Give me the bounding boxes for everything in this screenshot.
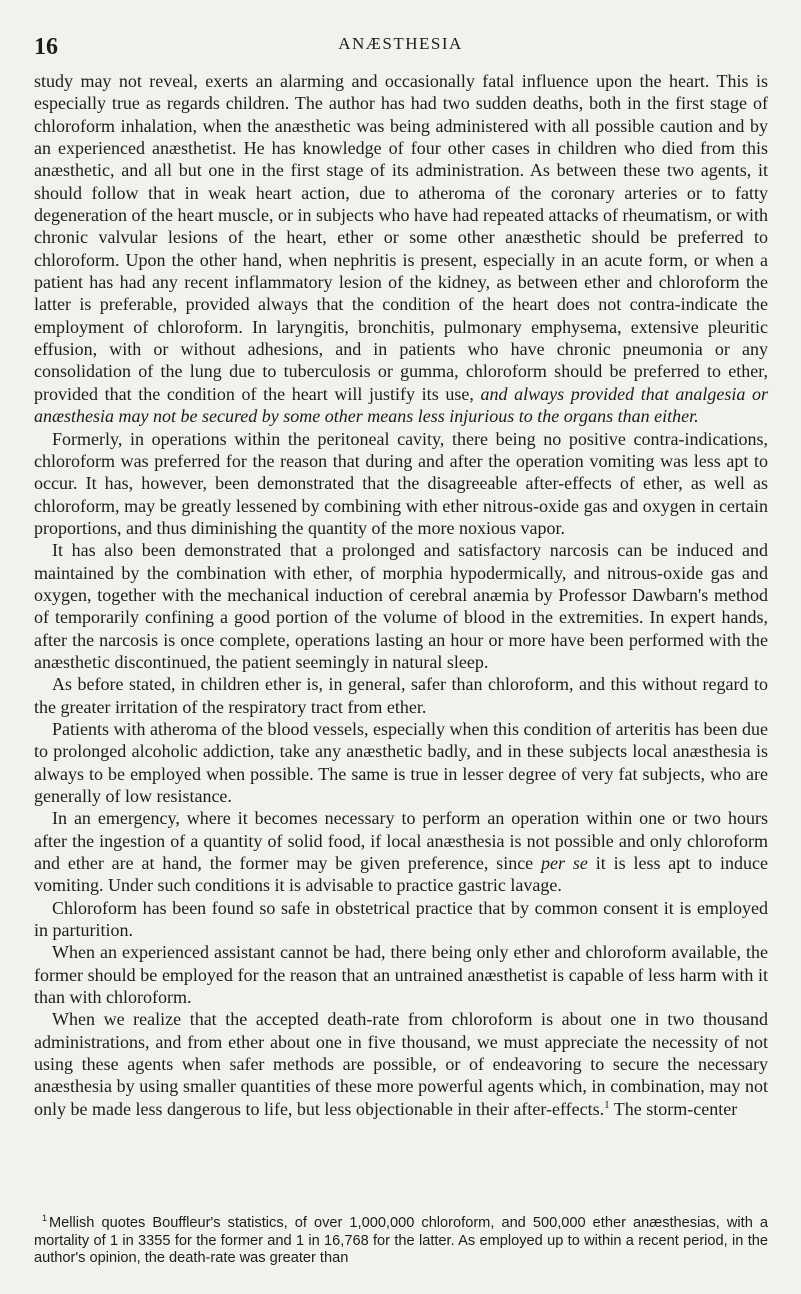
footnote-text: Mellish quotes Bouffleur's statistics, of over 1,000,000 chloroform, and 500,000 ether anæsthesias, with a mortality of 1 in 3355 for the former and 1 in 16,768 for the latter. As employed up to within a recent period, in the author's opinion, the death-rate was greater than: [34, 1215, 768, 1266]
paragraph: [34, 539, 768, 673]
italic-text: per se: [541, 853, 588, 874]
paragraph: [34, 428, 768, 540]
paragraph: [34, 70, 768, 428]
text-run: In an emergency, where it becomes necessary to perform an operation within one or two hours after the ingestion of a quantity of solid food, if local anæsthesia is not possible and only chloroform and ether are at hand, the former may be given preference, since: [34, 808, 768, 874]
footnote-reference: 1: [604, 1098, 610, 1111]
text-run: When an experienced assistant cannot be had, there being only ether and chloroform available, the former should be employed for the reason that an untrained anæsthetist is capable of less harm with it than with chloroform.: [34, 942, 768, 1008]
footnote: [34, 1215, 768, 1268]
text-run: The storm-center: [609, 1098, 738, 1119]
text-run: When we realize that the accepted death-rate from chloroform is about one in two thousand administrations, and from ether about one in five thousand, we must appreciate the necessity of not using these agents when safer methods are possible, or of endeavoring to secure the necessary anæsthesia by using smaller quantities of these more powerful agents which, in combination, may not only be made less dangerous to life, but less objectionable in their after-effects.: [34, 1009, 768, 1119]
text-run: It has also been demonstrated that a prolonged and satisfactory narcosis can be induced and maintained by the combination with ether, of morphia hypodermically, and nitrous-oxide gas and oxygen, together with the mechanical induction of cerebral anæmia by Professor Dawbarn's method of temporarily confining a good portion of the volume of blood in the extremities. In expert hands, after the narcosis is once complete, operations lasting an hour or more have been performed with the anæsthetic discontinued, the patient seemingly in natural sleep.: [34, 540, 768, 672]
text-run: Chloroform has been found so safe in obstetrical practice that by common consent it is employed in parturition.: [34, 897, 768, 941]
page-header: [34, 34, 767, 61]
text-run: Patients with atheroma of the blood vessels, especially when this condition of arteritis has been due to prolonged alcoholic addiction, take any anæsthetic badly, and in these subjects local anæsthesia is always to be employed when possible. The same is true in lesser degree of very fat subjects, who are generally of low resistance.: [34, 718, 768, 806]
running-head: ANÆSTHESIA: [338, 34, 463, 53]
body-text: [34, 70, 768, 1120]
footnote-marker: 1: [42, 1213, 48, 1224]
paragraph: [34, 718, 768, 807]
text-run: Formerly, in operations within the peritoneal cavity, there being no positive contra-indications, chloroform was preferred for the reason that during and after the operation vomiting was less apt to occur. It has, however, been demonstrated that the disagreeable after-effects of ether, as well as chloroform, may be greatly lessened by combining with ether nitrous-oxide gas and oxygen in certain proportions, and thus diminishing the quantity of the more noxious vapor.: [34, 428, 768, 538]
text-run: study may not reveal, exerts an alarming and occasionally fatal influence upon the heart. This is especially true as regards children. The author has had two sudden deaths, both in the first stage of chloroform inhalation, when the anæsthetic was being administered with all possible caution and by an experienced anæsthetist. He has knowledge of four other cases in children who died from this anæsthetic, and all but one in the first stage of its administration. As between these two agents, it should follow that in weak heart action, due to atheroma of the coronary arteries or to fatty degeneration of the heart muscle, or in subjects who have had repeated attacks of rheumatism, or with chronic valvular lesions of the heart, ether or some other anæsthetic should be preferred to chloroform. Upon the other hand, when nephritis is present, especially in an acute form, or when a patient has had any recent inflammatory lesion of the kidney, as between ether and chloroform the latter is preferable, provided always that the condition of the heart does not contra-indicate the employment of chloroform. In laryngitis, bronchitis, pulmonary emphysema, extensive pleuritic effusion, with or without adhesions, and in patients who have chronic pneumonia or any consolidation of the lung due to tuberculosis or gumma, chloroform should be preferred to ether, provided that the condition of the heart will justify its use,: [34, 71, 768, 404]
paragraph: [34, 807, 768, 896]
paragraph: [34, 897, 768, 942]
text-run: it is less apt to induce vomiting. Under such conditions it is advisable to practice gastric lavage.: [34, 853, 768, 896]
paragraph: [34, 673, 768, 718]
page-number: 16: [34, 34, 58, 60]
paragraph: [34, 941, 768, 1008]
paragraph: [34, 1008, 768, 1120]
footnote-paragraph: [34, 1215, 768, 1268]
italic-text: and always provided that analgesia or anæsthesia may not be secured by some other means less injurious to the organs than either.: [34, 383, 768, 427]
text-run: As before stated, in children ether is, in general, safer than chloroform, and this without regard to the greater irritation of the respiratory tract from ether.: [34, 674, 768, 717]
